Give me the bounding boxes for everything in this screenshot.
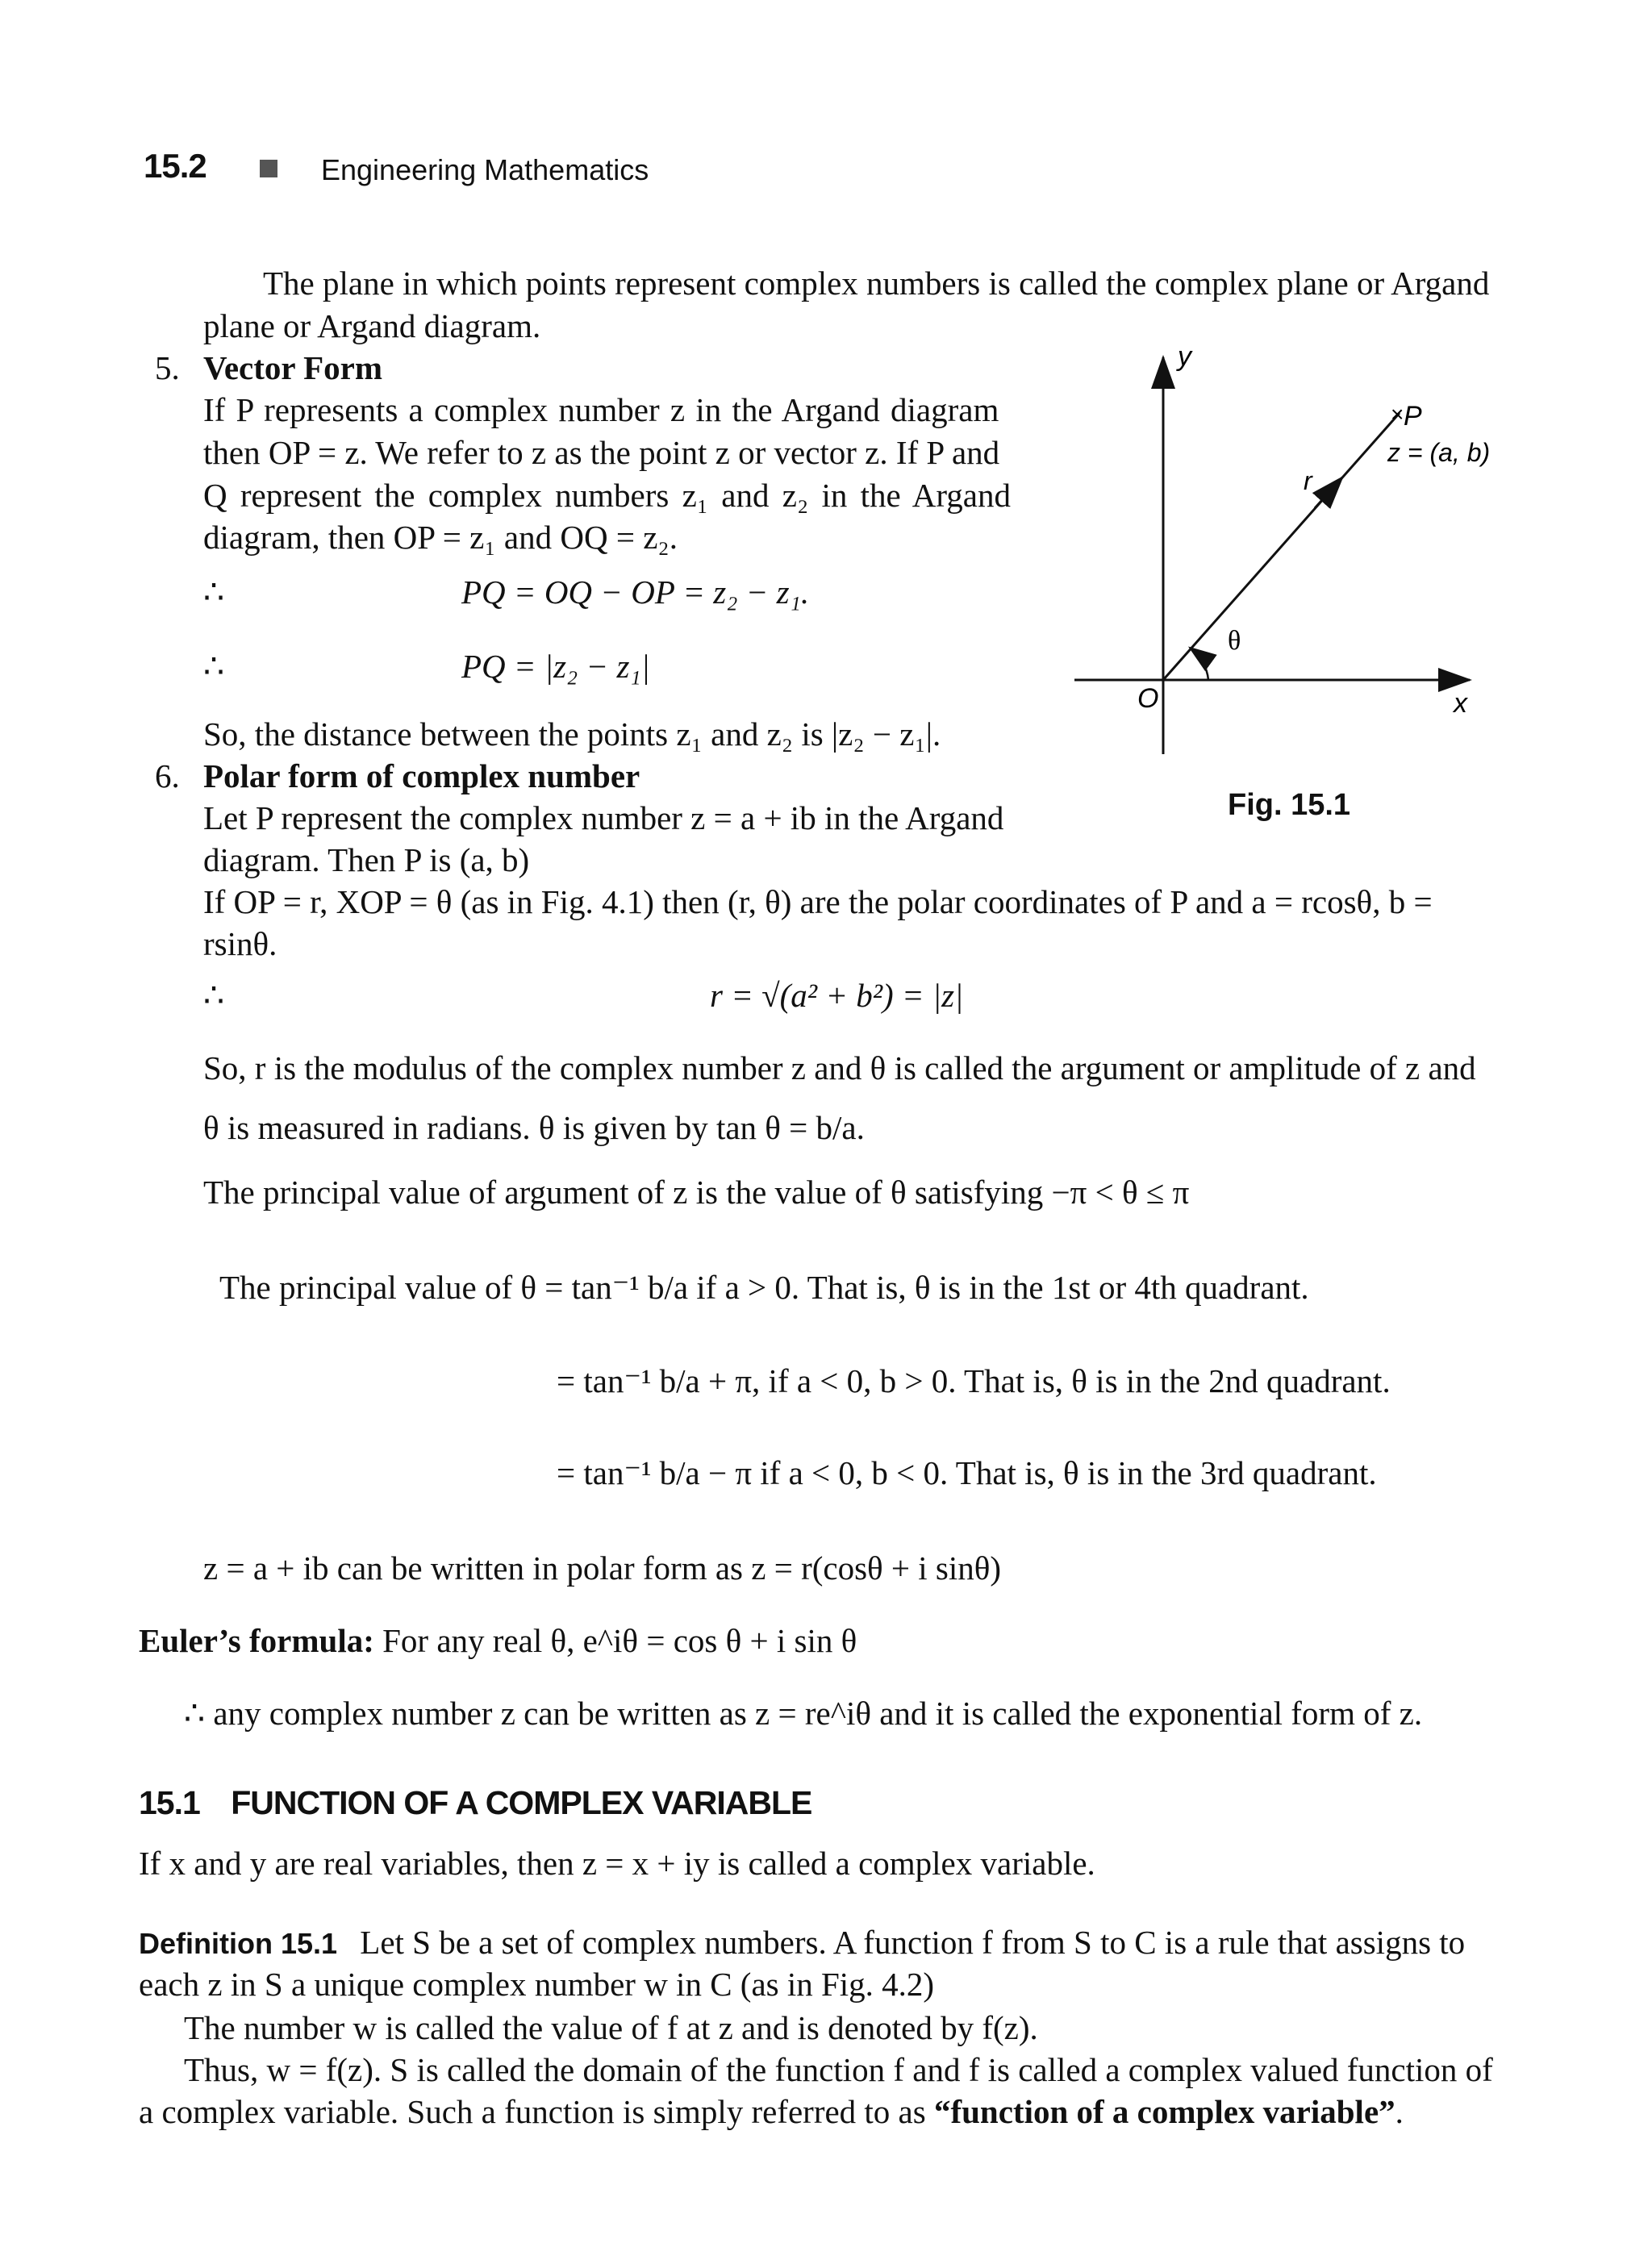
op-vector: [1163, 413, 1400, 680]
definition-text-5: a complex variable. Such a function is simply referred to as: [139, 2093, 926, 2130]
item-number-5: 5.: [155, 349, 180, 386]
definition-text-1: Let S be a set of complex numbers. A function f from S to C is a rule that assigns to: [360, 1924, 1466, 1961]
definition-end: .: [1395, 2093, 1404, 2130]
page-number: 15.2: [144, 147, 206, 185]
polar-line-4: rsinθ.: [203, 925, 277, 962]
section-title: FUNCTION OF A COMPLEX VARIABLE: [231, 1784, 812, 1821]
section-heading: [139, 1784, 811, 1822]
section-line-1: If x and y are real variables, then z = x + iy is called a complex variable.: [139, 1845, 1095, 1882]
polar-line-7: The principal value of argument of z is the value of θ satisfying −π < θ ≤ π: [203, 1174, 1190, 1211]
distance-statement: So, the distance between the points z₁ and z₂ is |z₂ − z₁|.: [203, 715, 941, 753]
p-label: P: [1404, 401, 1422, 432]
principal-value-case-2: = tan⁻¹ b/a + π, if a < 0, b > 0. That is, θ is in the 2nd quadrant.: [557, 1362, 1391, 1399]
intro-line-1: The plane in which points represent complex numbers is called the complex plane or Argand: [263, 265, 1490, 302]
pq-difference-equation: PQ = OQ − OP = z₂ − z₁.: [461, 573, 810, 611]
exponential-form-statement: ∴ any complex number z can be written as z = re^iθ and it is called the exponential form of z.: [184, 1695, 1423, 1732]
definition-label: Definition 15.1: [139, 1927, 338, 1960]
polar-form-statement: z = a + ib can be written in polar form as z = r(cosθ + i sinθ): [203, 1549, 1002, 1587]
polar-line-3: If OP = r, XOP = θ (as in Fig. 4.1) then (r, θ) are the polar coordinates of P and a = rcosθ, b =: [203, 883, 1433, 920]
definition-line-4: Thus, w = f(z). S is called the domain of the function f and f is called a complex valued function of: [184, 2051, 1493, 2088]
polar-line-1: Let P represent the complex number z = a + ib in the Argand: [203, 799, 1004, 836]
section-number: 15.1: [139, 1784, 200, 1821]
therefore-symbol-3: ∴: [203, 977, 225, 1014]
definition-line-2: each z in S a unique complex number w in C (as in Fig. 4.2): [139, 1966, 935, 2003]
theta-label: θ: [1228, 626, 1241, 656]
header-square-icon: [260, 160, 277, 177]
vector-line-4: diagram, then OP = z₁ and OQ = z₂.: [203, 519, 678, 556]
y-label: y: [1178, 343, 1191, 372]
principal-value-case-1: The principal value of θ = tan⁻¹ b/a if a > 0. That is, θ is in the 1st or 4th quadrant.: [219, 1269, 1309, 1306]
euler-text: For any real θ, e^iθ = cos θ + i sin θ: [382, 1622, 857, 1659]
euler-formula: [139, 1620, 857, 1662]
r-arrow: [1315, 477, 1342, 508]
figure-caption: Fig. 15.1: [1228, 788, 1351, 822]
definition-line-5: [139, 2091, 1404, 2133]
modulus-equation: r = √(a² + b²) = |z|: [710, 977, 964, 1014]
polar-form-heading: Polar form of complex number: [203, 757, 640, 794]
therefore-symbol-1: ∴: [203, 573, 225, 611]
vector-line-3: Q represent the complex numbers z₁ and z₂ in the Argand: [203, 477, 1011, 514]
polar-line-2: diagram. Then P is (a, b): [203, 841, 530, 878]
vector-line-2: then OP = z. We refer to z as the point z or vector z. If P and: [203, 434, 1000, 471]
r-label: r: [1304, 466, 1312, 495]
principal-value-case-3: = tan⁻¹ b/a − π if a < 0, b < 0. That is, θ is in the 3rd quadrant.: [557, 1454, 1377, 1491]
polar-line-5: So, r is the modulus of the complex number z and θ is called the argument or amplitude of z and: [203, 1049, 1476, 1086]
euler-label: Euler’s formula:: [139, 1622, 374, 1659]
definition-line-1: [139, 1921, 1465, 1965]
book-title: Engineering Mathematics: [321, 153, 649, 186]
pq-modulus-equation: PQ = |z₂ − z₁|: [461, 648, 650, 685]
x-label: x: [1454, 688, 1467, 719]
vector-form-heading: Vector Form: [203, 349, 382, 386]
definition-line-3: The number w is called the value of f at z and is denoted by f(z).: [184, 2009, 1038, 2046]
origin-label: O: [1137, 683, 1159, 714]
item-number-6: 6.: [155, 757, 180, 794]
definition-bold-phrase: “function of a complex variable”: [933, 2093, 1395, 2130]
vector-line-1: If P represents a complex number z in the Argand diagram: [203, 391, 999, 428]
therefore-symbol-2: ∴: [203, 648, 225, 685]
point-p-marker: ×: [1391, 402, 1404, 427]
theta-arc: [1190, 648, 1208, 680]
polar-line-6: θ is measured in radians. θ is given by tan θ = b/a.: [203, 1109, 865, 1146]
argand-diagram: [1073, 343, 1508, 762]
z-label: z = (a, b): [1387, 438, 1491, 467]
intro-line-2: plane or Argand diagram.: [203, 307, 541, 344]
